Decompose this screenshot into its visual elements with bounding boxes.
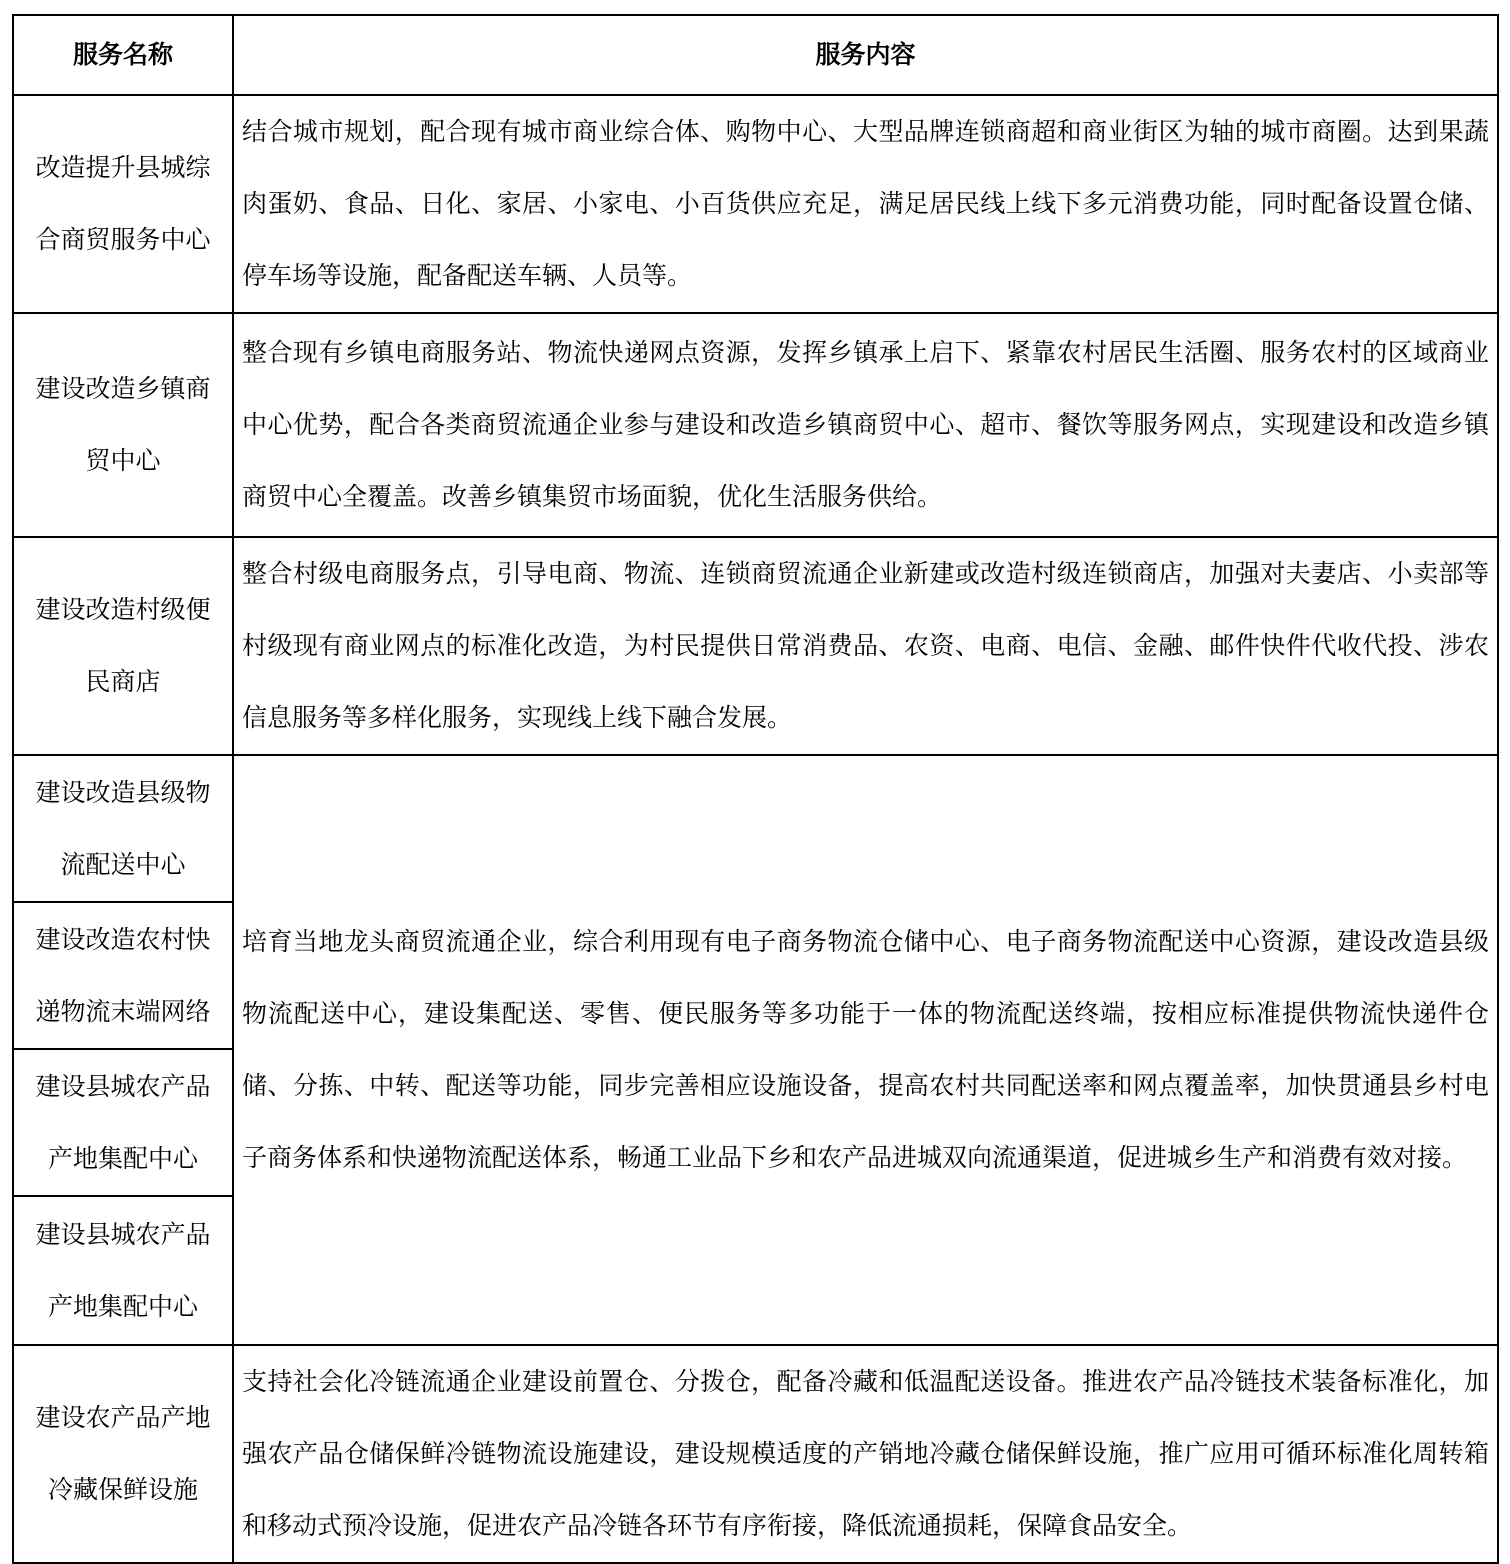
table-row	[13, 1345, 1498, 1563]
service-content-cell: 整合现有乡镇电商服务站、物流快递网点资源，发挥乡镇承上启下、紧靠农村居民生活圈、服务农村的区域商业中心优势，配合各类商贸流通企业参与建设和改造乡镇商贸中心、超市、餐饮等服务网点，实现建设和改造乡镇商贸中心全覆盖。改善乡镇集贸市场面貌，优化生活服务供给。	[233, 313, 1498, 537]
service-name-cell: 改造提升县城综合商贸服务中心	[13, 95, 233, 313]
table-row	[13, 755, 1498, 902]
table-row	[13, 95, 1498, 313]
service-name-cell: 建设县城农产品产地集配中心	[13, 1049, 233, 1196]
service-content-cell: 支持社会化冷链流通企业建设前置仓、分拨仓，配备冷藏和低温配送设备。推进农产品冷链技术装备标准化，加强农产品仓储保鲜冷链物流设施建设，建设规模适度的产销地冷藏仓储保鲜设施，推广应用可循环标准化周转箱和移动式预冷设施，促进农产品冷链各环节有序衔接，降低流通损耗，保障食品安全。	[233, 1345, 1498, 1563]
service-name-cell: 建设改造县级物流配送中心	[13, 755, 233, 902]
services-table	[12, 14, 1499, 1564]
merged-service-content-cell: 培育当地龙头商贸流通企业，综合利用现有电子商务物流仓储中心、电子商务物流配送中心资源，建设改造县级物流配送中心，建设集配送、零售、便民服务等多功能于一体的物流配送终端，按相应标准提供物流快递件仓储、分拣、中转、配送等功能，同步完善相应设施设备，提高农村共同配送率和网点覆盖率，加快贯通县乡村电子商务体系和快递物流配送体系，畅通工业品下乡和农产品进城双向流通渠道，促进城乡生产和消费有效对接。	[233, 755, 1498, 1345]
table-row	[13, 313, 1498, 537]
service-content-cell: 整合村级电商服务点，引导电商、物流、连锁商贸流通企业新建或改造村级连锁商店，加强对夫妻店、小卖部等村级现有商业网点的标准化改造，为村民提供日常消费品、农资、电商、电信、金融、邮件快件代收代投、涉农信息服务等多样化服务，实现线上线下融合发展。	[233, 537, 1498, 755]
header-row	[13, 15, 1498, 95]
service-name-cell: 建设改造村级便民商店	[13, 537, 233, 755]
header-service-content: 服务内容	[233, 15, 1498, 95]
table-row	[13, 537, 1498, 755]
service-name-cell: 建设农产品产地冷藏保鲜设施	[13, 1345, 233, 1563]
service-content-cell: 结合城市规划，配合现有城市商业综合体、购物中心、大型品牌连锁商超和商业街区为轴的城市商圈。达到果蔬肉蛋奶、食品、日化、家居、小家电、小百货供应充足，满足居民线上线下多元消费功能，同时配备设置仓储、停车场等设施，配备配送车辆、人员等。	[233, 95, 1498, 313]
service-name-cell: 建设改造农村快递物流末端网络	[13, 902, 233, 1049]
service-name-cell: 建设改造乡镇商贸中心	[13, 313, 233, 537]
service-name-cell: 建设县城农产品产地集配中心	[13, 1196, 233, 1345]
header-service-name: 服务名称	[13, 15, 233, 95]
